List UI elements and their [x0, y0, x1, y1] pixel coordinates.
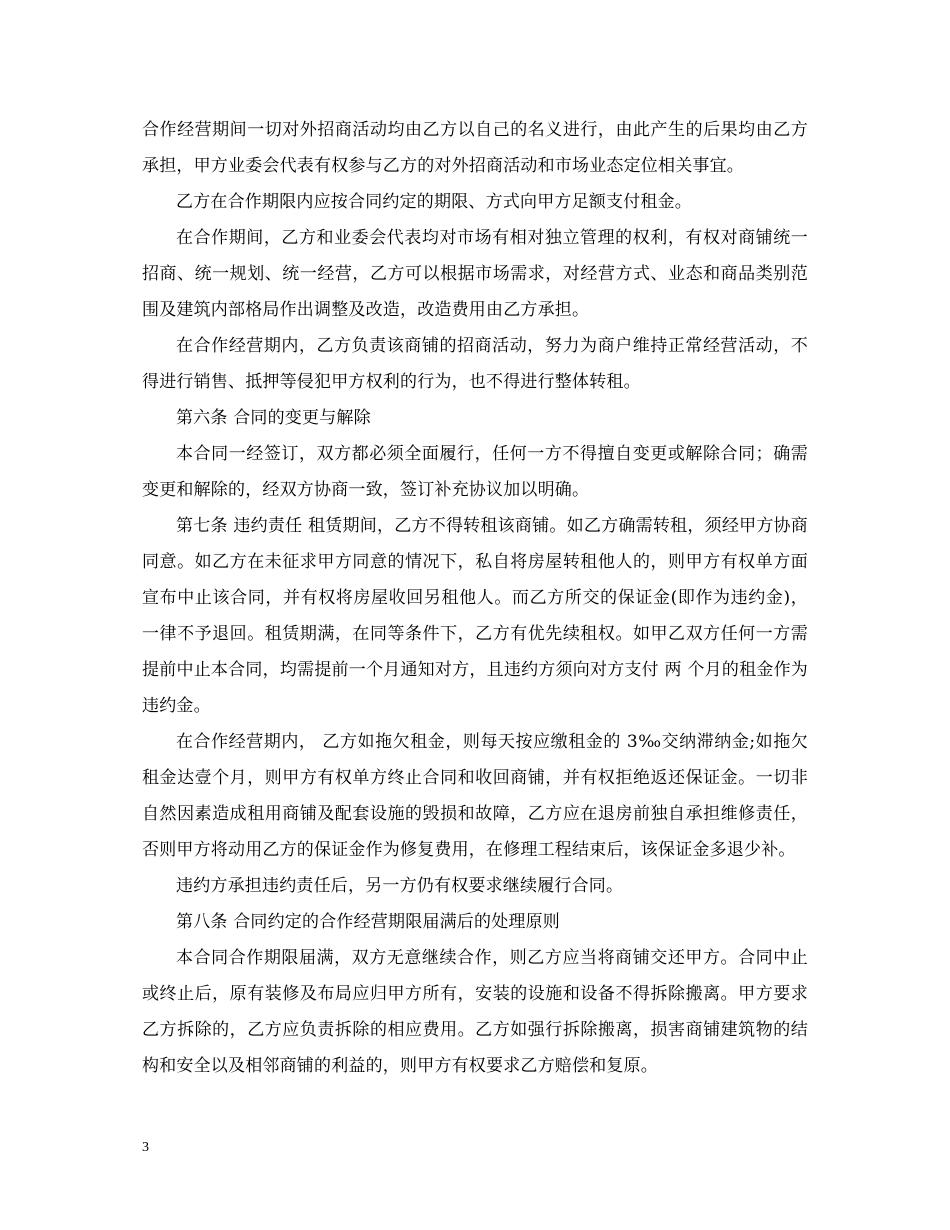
paragraph-intro: 合作经营期间一切对外招商活动均由乙方以自己的名义进行，由此产生的后果均由乙方承担，甲方业委会代表有权参与乙方的对外招商活动和市场业态定位相关事宜。: [142, 120, 808, 176]
page-number: 3: [142, 1140, 149, 1155]
paragraph-leasing-activities: 在合作经营期内，乙方负责该商铺的招商活动，努力为商户维持正常经营活动，不得进行销售、抵押等侵犯甲方权利的行为，也不得进行整体转租。: [142, 336, 808, 392]
paragraph-late-payment: 在合作经营期内， 乙方如拖欠租金，则每天按应缴租金的 3‰交纳滞纳金;如拖欠租金达壹个月，则甲方有权单方终止合同和收回商铺，并有权拒绝返还保证金。一切非自然因素造成租用商铺及配套设施的毁损和故障，乙方应在退房前独自承担维修责任，否则甲方将动用乙方的保证金作为修复费用，在修理工程结束后，该保证金多退少补。: [142, 732, 808, 860]
article-6-heading: 第六条 合同的变更与解除: [176, 408, 371, 428]
paragraph-rent-payment: 乙方在合作期限内应按合同约定的期限、方式向甲方足额支付租金。: [176, 192, 692, 212]
article-8-heading: 第八条 合同约定的合作经营期限届满后的处理原则: [176, 912, 561, 932]
paragraph-contract-change: 本合同一经签订，双方都必须全面履行，任何一方不得擅自变更或解除合同；确需变更和解除的，经双方协商一致，签订补充协议加以明确。: [142, 444, 808, 500]
paragraph-management-rights: 在合作期间，乙方和业委会代表均对市场有相对独立管理的权利，有权对商铺统一招商、统一规划、统一经营，乙方可以根据市场需求，对经营方式、业态和商品类别范围及建筑内部格局作出调整及改造，改造费用由乙方承担。: [142, 228, 808, 320]
paragraph-expiry-handling: 本合同合作期限届满，双方无意继续合作，则乙方应当将商铺交还甲方。合同中止或终止后，原有装修及布局应归甲方所有，安装的设施和设备不得拆除搬离。甲方要求乙方拆除的，乙方应负责拆除的相应费用。乙方如强行拆除搬离，损害商铺建筑物的结构和安全以及相邻商铺的利益的，则甲方有权要求乙方赔偿和复原。: [142, 948, 808, 1076]
article-7-breach: 第七条 违约责任 租赁期间，乙方不得转租该商铺。如乙方确需转租，须经甲方协商同意。如乙方在未征求甲方同意的情况下，私自将房屋转租他人的，则甲方有权单方面宣布中止该合同，并有权将房屋收回另租他人。而乙方所交的保证金(即作为违约金)，一律不予退回。租赁期满，在同等条件下，乙方有优先续租权。如甲乙双方任何一方需提前中止本合同，均需提前一个月通知对方，且违约方须向对方支付 两 个月的租金作为违约金。: [142, 516, 808, 716]
document-body: [142, 112, 808, 1084]
paragraph-continue-performance: 违约方承担违约责任后，另一方仍有权要求继续履行合同。: [176, 876, 624, 896]
